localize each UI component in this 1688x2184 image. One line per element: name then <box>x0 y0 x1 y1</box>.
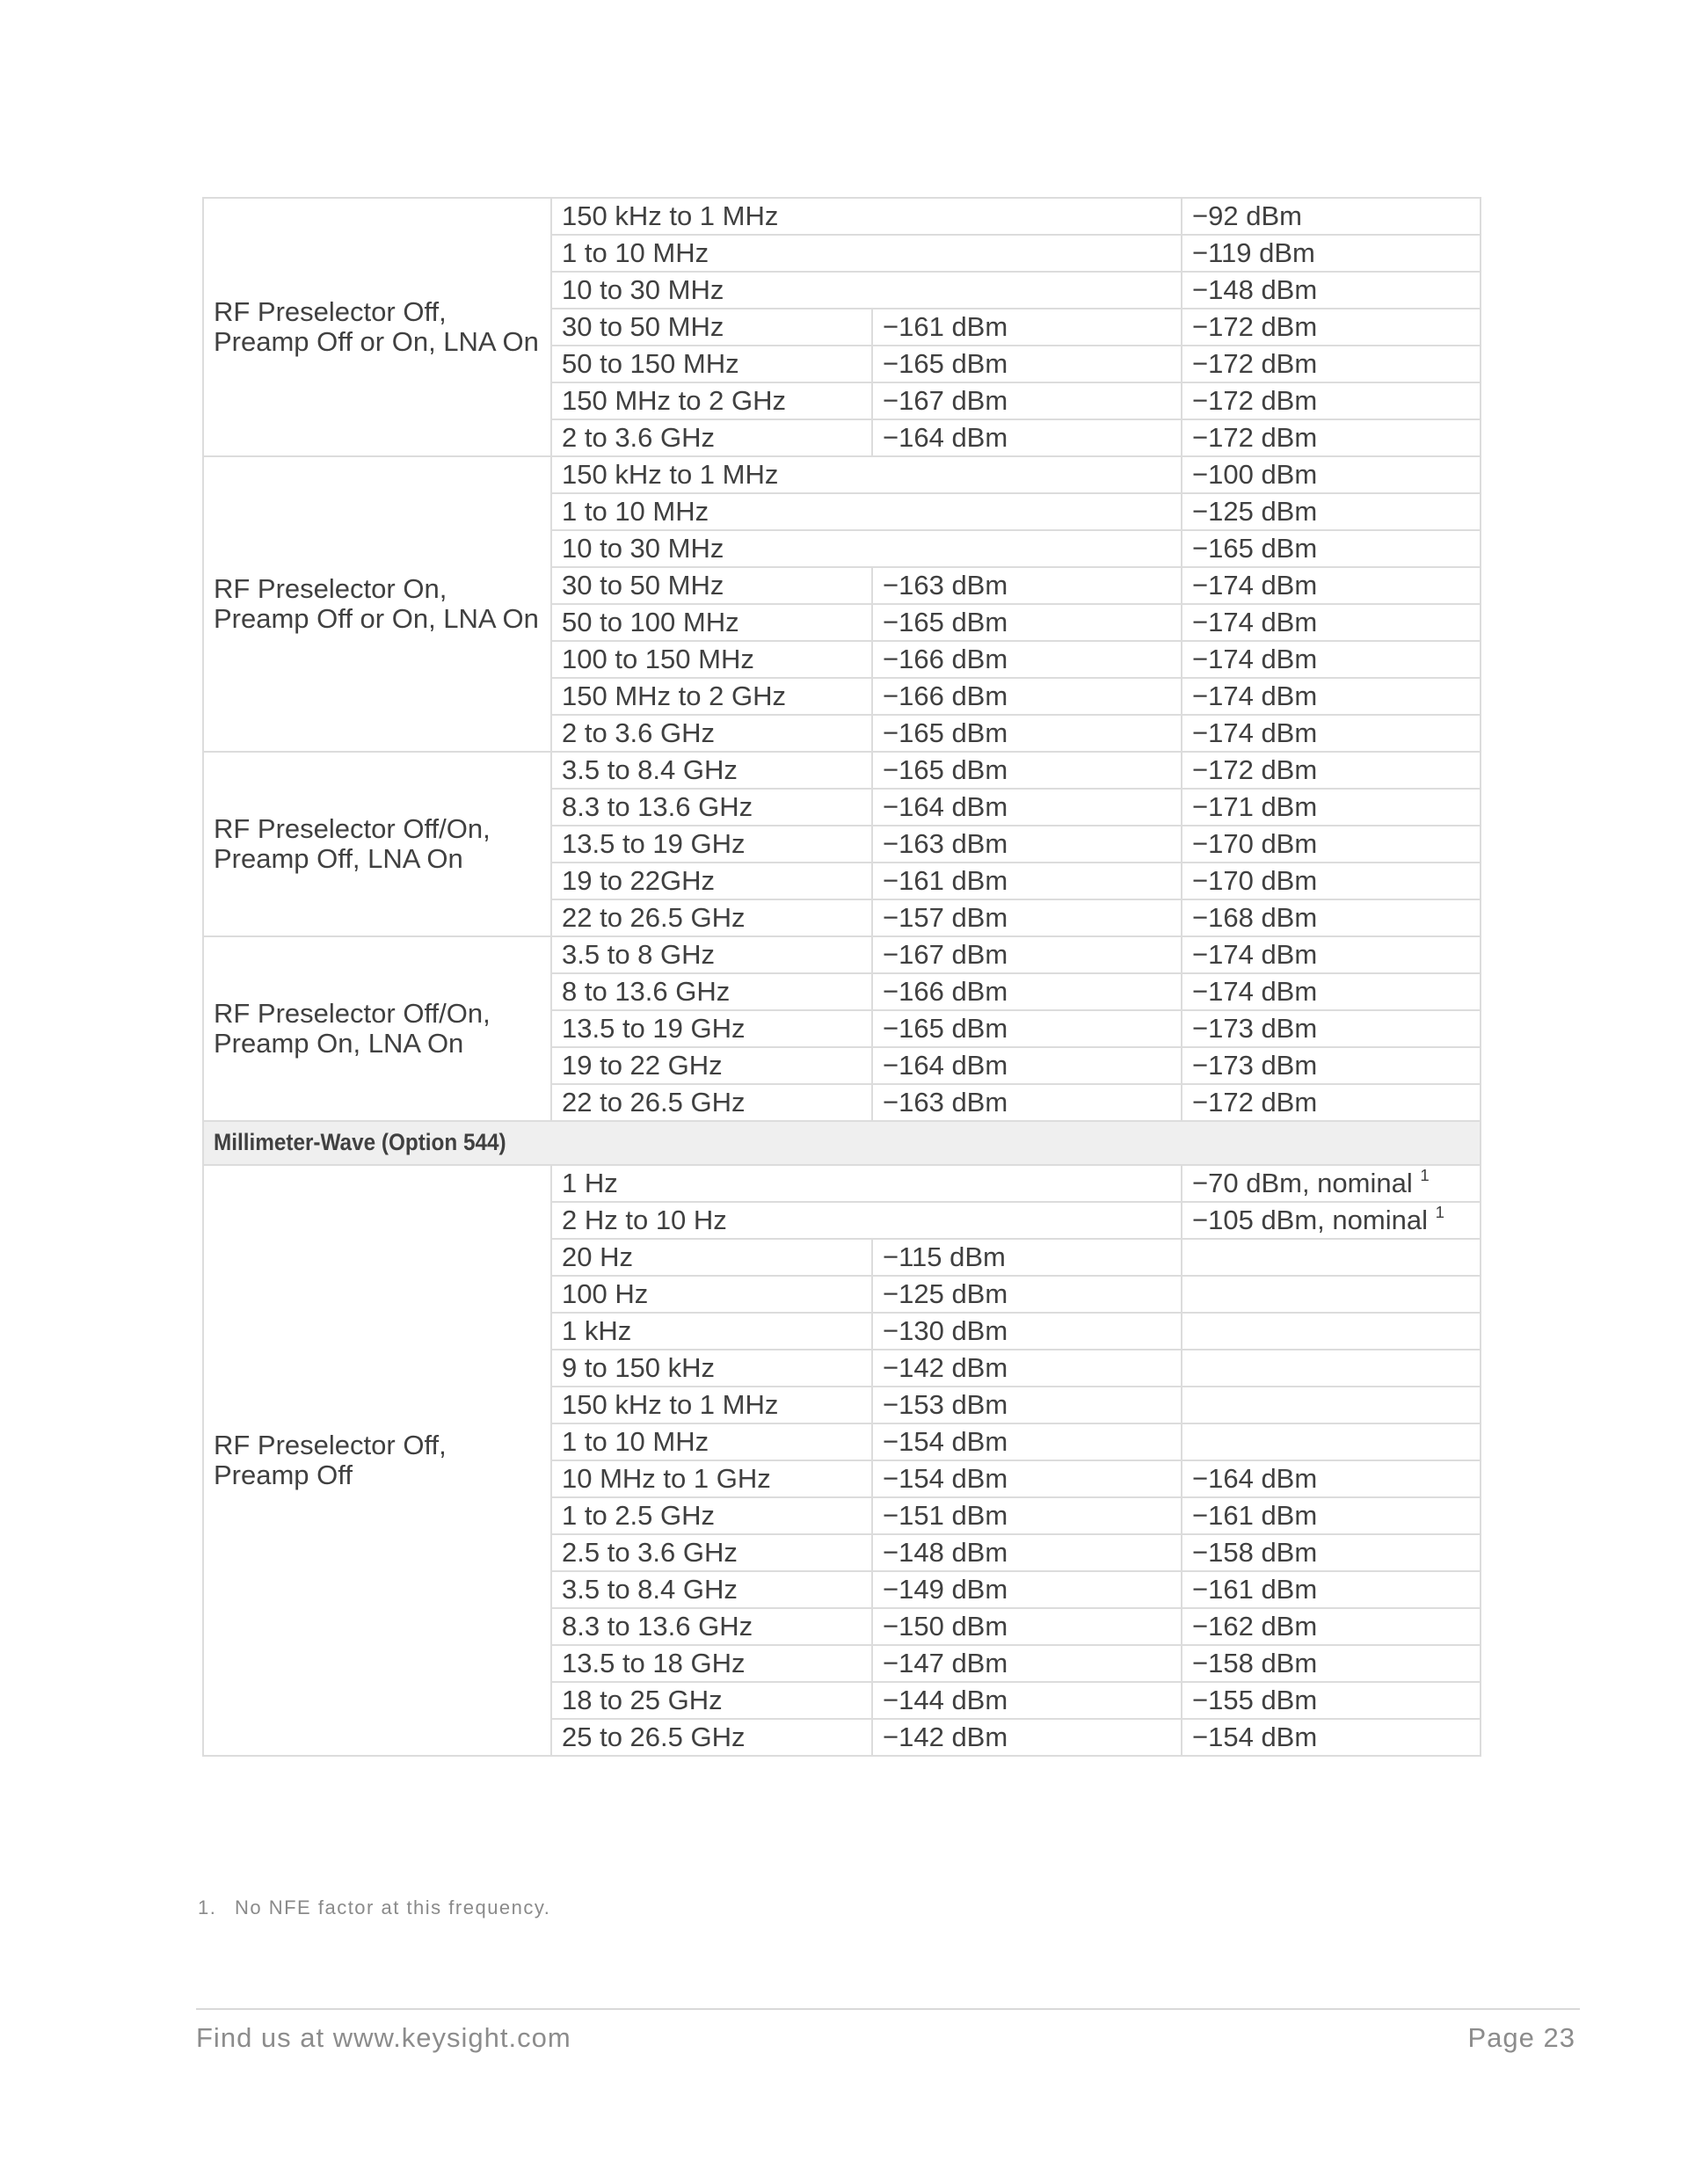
col3-value-cell <box>1182 863 1481 899</box>
col3-value-cell <box>1182 973 1481 1010</box>
col2-value-cell: −167 dBm <box>872 382 1182 419</box>
col3-value-cell <box>1182 1497 1481 1534</box>
col3-value: −174 dBm <box>1192 569 1318 601</box>
frequency-range-cell: 19 to 22 GHz <box>551 1047 872 1084</box>
frequency-range-cell: 50 to 150 MHz <box>551 346 872 382</box>
condition-label: RF Preselector Off/On, Preamp On, LNA On <box>203 936 551 1121</box>
col2-value-cell: −161 dBm <box>872 309 1182 346</box>
col3-value: −154 dBm <box>1192 1721 1318 1752</box>
col2-value-cell: −150 dBm <box>872 1608 1182 1645</box>
frequency-range-cell: 2.5 to 3.6 GHz <box>551 1534 872 1571</box>
col3-value: −172 dBm <box>1192 753 1318 785</box>
frequency-range-cell: 100 Hz <box>551 1276 872 1313</box>
col3-value: −92 dBm <box>1192 200 1302 231</box>
table-row <box>203 936 1481 973</box>
col3-value: −174 dBm <box>1192 717 1318 748</box>
col3-value: −100 dBm <box>1192 458 1318 490</box>
frequency-range-cell: 13.5 to 18 GHz <box>551 1645 872 1682</box>
col3-value-cell <box>1182 1719 1481 1756</box>
col3-value-cell <box>1182 752 1481 789</box>
frequency-range-cell: 2 Hz to 10 Hz <box>551 1202 1182 1239</box>
frequency-range-cell: 9 to 150 kHz <box>551 1350 872 1387</box>
frequency-range-cell: 2 to 3.6 GHz <box>551 419 872 456</box>
col2-value-cell: −167 dBm <box>872 936 1182 973</box>
frequency-range-cell: 20 Hz <box>551 1239 872 1276</box>
frequency-range-cell: 10 to 30 MHz <box>551 272 1182 309</box>
frequency-range-cell: 100 to 150 MHz <box>551 641 872 678</box>
frequency-range-cell: 1 to 2.5 GHz <box>551 1497 872 1534</box>
condition-label: RF Preselector Off, Preamp Off <box>203 1165 551 1756</box>
col2-value-cell: −151 dBm <box>872 1497 1182 1534</box>
footnote-reference[interactable]: 1 <box>1420 1165 1430 1184</box>
col3-value: −172 dBm <box>1192 310 1318 342</box>
col3-value-cell <box>1182 1350 1481 1387</box>
table-row <box>203 752 1481 789</box>
footer-website[interactable]: Find us at www.keysight.com <box>196 2022 571 2053</box>
col3-value-cell <box>1182 1682 1481 1719</box>
frequency-range-cell: 150 MHz to 2 GHz <box>551 678 872 715</box>
col3-value-cell <box>1182 382 1481 419</box>
col2-value-cell: −144 dBm <box>872 1682 1182 1719</box>
table-row <box>203 456 1481 493</box>
col3-value: −164 dBm <box>1192 1462 1318 1494</box>
frequency-range-cell: 1 kHz <box>551 1313 872 1350</box>
col2-value-cell: −166 dBm <box>872 641 1182 678</box>
frequency-range-cell: 13.5 to 19 GHz <box>551 826 872 863</box>
col3-value: −170 dBm <box>1192 827 1318 859</box>
col3-value: −155 dBm <box>1192 1684 1318 1715</box>
col3-value-cell <box>1182 1202 1481 1239</box>
col2-value-cell: −142 dBm <box>872 1719 1182 1756</box>
frequency-range-cell: 13.5 to 19 GHz <box>551 1010 872 1047</box>
frequency-range-cell: 30 to 50 MHz <box>551 309 872 346</box>
col2-value-cell: −148 dBm <box>872 1534 1182 1571</box>
frequency-range-cell: 3.5 to 8 GHz <box>551 936 872 973</box>
col2-value-cell: −163 dBm <box>872 826 1182 863</box>
page-number: Page 23 <box>1467 2022 1575 2053</box>
col3-value-cell <box>1182 530 1481 567</box>
col3-value: −105 dBm, nominal <box>1192 1204 1428 1235</box>
col3-value: −171 dBm <box>1192 790 1318 822</box>
frequency-range-cell: 1 to 10 MHz <box>551 1423 872 1460</box>
frequency-range-cell: 150 kHz to 1 MHz <box>551 198 1182 235</box>
col3-value-cell <box>1182 309 1481 346</box>
col2-value-cell: −157 dBm <box>872 899 1182 936</box>
col2-value-cell: −149 dBm <box>872 1571 1182 1608</box>
footnote <box>198 1896 550 1919</box>
col3-value-cell <box>1182 936 1481 973</box>
section-header-cell <box>203 1121 1481 1165</box>
col2-value-cell: −165 dBm <box>872 1010 1182 1047</box>
col3-value-cell <box>1182 1239 1481 1276</box>
col3-value: −172 dBm <box>1192 421 1318 453</box>
col3-value: −173 dBm <box>1192 1049 1318 1081</box>
col2-value-cell: −163 dBm <box>872 567 1182 604</box>
col2-value-cell: −154 dBm <box>872 1423 1182 1460</box>
frequency-range-cell: 22 to 26.5 GHz <box>551 899 872 936</box>
condition-label: RF Preselector Off, Preamp Off or On, LNA On <box>203 198 551 456</box>
col3-value-cell <box>1182 567 1481 604</box>
col2-value-cell: −165 dBm <box>872 752 1182 789</box>
col3-value-cell <box>1182 1165 1481 1202</box>
col3-value-cell <box>1182 715 1481 752</box>
col3-value: −70 dBm, nominal <box>1192 1167 1413 1198</box>
frequency-range-cell: 1 to 10 MHz <box>551 235 1182 272</box>
col3-value: −174 dBm <box>1192 680 1318 711</box>
col2-value-cell: −164 dBm <box>872 1047 1182 1084</box>
footnote-number: 1. <box>198 1896 217 1918</box>
frequency-range-cell: 150 MHz to 2 GHz <box>551 382 872 419</box>
col3-value: −125 dBm <box>1192 495 1318 527</box>
col3-value-cell <box>1182 1313 1481 1350</box>
frequency-range-cell: 150 kHz to 1 MHz <box>551 456 1182 493</box>
col3-value-cell <box>1182 1276 1481 1313</box>
col2-value-cell: −164 dBm <box>872 419 1182 456</box>
table-row <box>203 1165 1481 1202</box>
col2-value-cell: −166 dBm <box>872 973 1182 1010</box>
col3-value-cell <box>1182 198 1481 235</box>
spec-table <box>202 197 1481 1757</box>
frequency-range-cell: 2 to 3.6 GHz <box>551 715 872 752</box>
section-title: Millimeter-Wave (Option 544) <box>214 1129 506 1156</box>
col3-value-cell <box>1182 641 1481 678</box>
col3-value: −168 dBm <box>1192 901 1318 933</box>
col3-value-cell <box>1182 1387 1481 1423</box>
spec-table-body <box>203 198 1481 1756</box>
condition-label: RF Preselector On, Preamp Off or On, LNA On <box>203 456 551 752</box>
col3-value-cell <box>1182 1423 1481 1460</box>
frequency-range-cell: 30 to 50 MHz <box>551 567 872 604</box>
col3-value: −173 dBm <box>1192 1012 1318 1044</box>
frequency-range-cell: 1 Hz <box>551 1165 1182 1202</box>
col3-value-cell <box>1182 1645 1481 1682</box>
col3-value-cell <box>1182 346 1481 382</box>
frequency-range-cell: 3.5 to 8.4 GHz <box>551 1571 872 1608</box>
col3-value-cell <box>1182 1460 1481 1497</box>
col2-value-cell: −153 dBm <box>872 1387 1182 1423</box>
col3-value-cell <box>1182 789 1481 826</box>
frequency-range-cell: 8.3 to 13.6 GHz <box>551 1608 872 1645</box>
col3-value: −174 dBm <box>1192 938 1318 970</box>
frequency-range-cell: 8 to 13.6 GHz <box>551 973 872 1010</box>
col3-value-cell <box>1182 1534 1481 1571</box>
col3-value-cell <box>1182 604 1481 641</box>
col2-value-cell: −165 dBm <box>872 346 1182 382</box>
col3-value: −170 dBm <box>1192 864 1318 896</box>
col3-value-cell <box>1182 272 1481 309</box>
col2-value-cell: −125 dBm <box>872 1276 1182 1313</box>
col3-value: −161 dBm <box>1192 1573 1318 1605</box>
col3-value-cell <box>1182 1010 1481 1047</box>
col3-value-cell <box>1182 1047 1481 1084</box>
col2-value-cell: −115 dBm <box>872 1239 1182 1276</box>
col3-value: −165 dBm <box>1192 532 1318 564</box>
col3-value-cell <box>1182 899 1481 936</box>
frequency-range-cell: 18 to 25 GHz <box>551 1682 872 1719</box>
col3-value-cell <box>1182 1084 1481 1121</box>
col3-value: −172 dBm <box>1192 384 1318 416</box>
frequency-range-cell: 10 to 30 MHz <box>551 530 1182 567</box>
col3-value: −119 dBm <box>1192 237 1315 268</box>
col3-value: −161 dBm <box>1192 1499 1318 1531</box>
col2-value-cell: −165 dBm <box>872 715 1182 752</box>
col3-value: −172 dBm <box>1192 1086 1318 1117</box>
col3-value: −174 dBm <box>1192 606 1318 637</box>
col2-value-cell: −165 dBm <box>872 604 1182 641</box>
col3-value: −162 dBm <box>1192 1610 1318 1642</box>
footnote-text: No NFE factor at this frequency. <box>235 1896 551 1918</box>
col2-value-cell: −130 dBm <box>872 1313 1182 1350</box>
frequency-range-cell: 3.5 to 8.4 GHz <box>551 752 872 789</box>
col3-value-cell <box>1182 1571 1481 1608</box>
col3-value-cell <box>1182 419 1481 456</box>
col3-value: −158 dBm <box>1192 1647 1318 1678</box>
col3-value: −172 dBm <box>1192 347 1318 379</box>
col3-value-cell <box>1182 493 1481 530</box>
condition-label: RF Preselector Off/On, Preamp Off, LNA On <box>203 752 551 936</box>
frequency-range-cell: 1 to 10 MHz <box>551 493 1182 530</box>
col2-value-cell: −154 dBm <box>872 1460 1182 1497</box>
col2-value-cell: −142 dBm <box>872 1350 1182 1387</box>
frequency-range-cell: 50 to 100 MHz <box>551 604 872 641</box>
frequency-range-cell: 150 kHz to 1 MHz <box>551 1387 872 1423</box>
footer-divider <box>196 2008 1580 2010</box>
col2-value-cell: −163 dBm <box>872 1084 1182 1121</box>
section-header-row <box>203 1121 1481 1165</box>
col3-value-cell <box>1182 1608 1481 1645</box>
col3-value-cell <box>1182 826 1481 863</box>
col3-value: −174 dBm <box>1192 975 1318 1007</box>
col2-value-cell: −147 dBm <box>872 1645 1182 1682</box>
frequency-range-cell: 8.3 to 13.6 GHz <box>551 789 872 826</box>
col2-value-cell: −166 dBm <box>872 678 1182 715</box>
footnote-reference[interactable]: 1 <box>1435 1202 1444 1221</box>
col3-value: −148 dBm <box>1192 273 1318 305</box>
col2-value-cell: −164 dBm <box>872 789 1182 826</box>
col3-value: −174 dBm <box>1192 643 1318 674</box>
table-row <box>203 198 1481 235</box>
frequency-range-cell: 25 to 26.5 GHz <box>551 1719 872 1756</box>
frequency-range-cell: 19 to 22GHz <box>551 863 872 899</box>
col3-value: −158 dBm <box>1192 1536 1318 1568</box>
frequency-range-cell: 22 to 26.5 GHz <box>551 1084 872 1121</box>
col2-value-cell: −161 dBm <box>872 863 1182 899</box>
col3-value-cell <box>1182 456 1481 493</box>
col3-value-cell <box>1182 678 1481 715</box>
frequency-range-cell: 10 MHz to 1 GHz <box>551 1460 872 1497</box>
col3-value-cell <box>1182 235 1481 272</box>
